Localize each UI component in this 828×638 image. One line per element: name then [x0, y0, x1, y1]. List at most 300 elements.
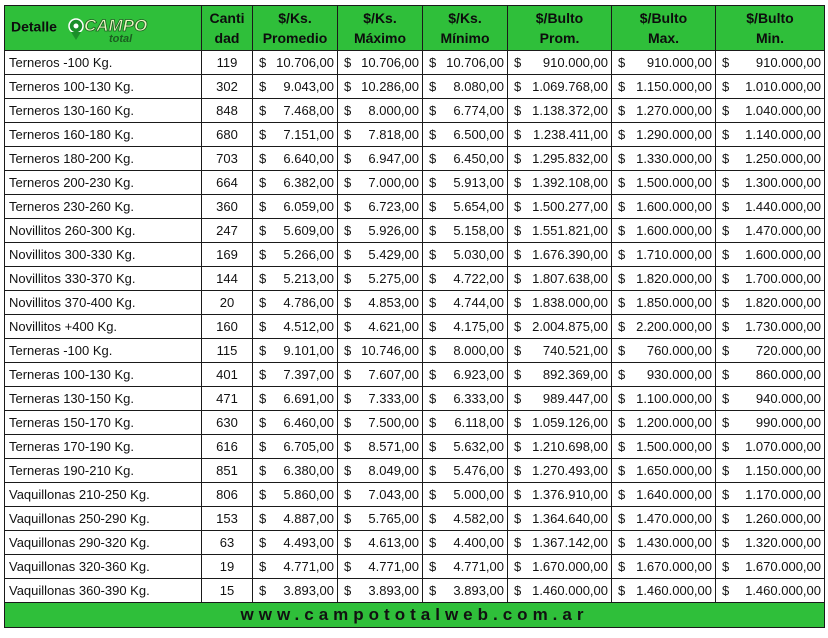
col-header-ks-minimo-line2: Mínimo: [440, 30, 490, 46]
cell-detalle: Terneras 190-210 Kg.: [5, 459, 202, 483]
col-header-bulto-minimo-line1: $/Bulto: [746, 10, 794, 26]
currency-symbol: $: [514, 415, 522, 430]
cell-ks-minimo: [423, 315, 508, 339]
cell-cantidad: 169: [202, 243, 253, 267]
amount-value: 1.040.000,00: [745, 103, 821, 118]
currency-symbol: $: [618, 535, 626, 550]
amount-value: 4.512,00: [283, 319, 334, 334]
footer-url: www.campototalweb.com.ar: [5, 603, 825, 628]
amount-value: 1.710.000,00: [636, 247, 712, 262]
cell-bulto-minimo: [716, 483, 825, 507]
col-header-cantidad: [202, 6, 253, 51]
currency-symbol: $: [618, 79, 626, 94]
currency-symbol: $: [514, 463, 522, 478]
cell-bulto-minimo: [716, 435, 825, 459]
currency-symbol: $: [259, 55, 267, 70]
cell-cantidad: 851: [202, 459, 253, 483]
currency-symbol: $: [344, 319, 352, 334]
amount-value: 6.059,00: [283, 199, 334, 214]
amount-value: 6.333,00: [453, 391, 504, 406]
cell-bulto-promedio: [508, 219, 612, 243]
amount-value: 910.000,00: [755, 55, 821, 70]
currency-symbol: $: [618, 439, 626, 454]
cell-bulto-maximo: [612, 171, 716, 195]
cell-cantidad: 848: [202, 99, 253, 123]
cell-cantidad: 703: [202, 147, 253, 171]
cell-cantidad: 144: [202, 267, 253, 291]
cell-bulto-minimo: [716, 219, 825, 243]
currency-symbol: $: [344, 103, 352, 118]
currency-symbol: $: [259, 415, 267, 430]
amount-value: 1.059.126,00: [532, 415, 608, 430]
currency-symbol: $: [618, 559, 626, 574]
table-row: [5, 339, 825, 363]
amount-value: 5.275,00: [368, 271, 419, 286]
currency-symbol: $: [514, 439, 522, 454]
cell-bulto-promedio: [508, 411, 612, 435]
cell-detalle: Vaquillonas 290-320 Kg.: [5, 531, 202, 555]
cell-detalle: Vaquillonas 250-290 Kg.: [5, 507, 202, 531]
amount-value: 2.200.000,00: [636, 319, 712, 334]
cell-ks-maximo: [338, 435, 423, 459]
cell-ks-maximo: [338, 147, 423, 171]
cell-ks-maximo: [338, 99, 423, 123]
cell-detalle: Terneras 100-130 Kg.: [5, 363, 202, 387]
amount-value: 1.140.000,00: [745, 127, 821, 142]
price-table-sheet: [4, 5, 824, 628]
cell-cantidad: 247: [202, 219, 253, 243]
amount-value: 760.000,00: [646, 343, 712, 358]
table-row: [5, 147, 825, 171]
amount-value: 1.670.000,00: [532, 559, 608, 574]
cell-ks-promedio: [253, 51, 338, 75]
currency-symbol: $: [259, 487, 267, 502]
cell-ks-maximo: [338, 315, 423, 339]
amount-value: 9.043,00: [283, 79, 334, 94]
col-header-bulto-maximo-line1: $/Bulto: [639, 10, 688, 26]
amount-value: 10.706,00: [446, 55, 504, 70]
amount-value: 7.397,00: [283, 367, 334, 382]
cell-bulto-minimo: [716, 555, 825, 579]
amount-value: 5.926,00: [368, 223, 419, 238]
currency-symbol: $: [344, 415, 352, 430]
amount-value: 8.000,00: [368, 103, 419, 118]
currency-symbol: $: [618, 319, 626, 334]
currency-symbol: $: [618, 415, 626, 430]
cell-ks-promedio: [253, 147, 338, 171]
cell-bulto-maximo: [612, 51, 716, 75]
amount-value: 4.621,00: [368, 319, 419, 334]
amount-value: 1.730.000,00: [745, 319, 821, 334]
currency-symbol: $: [722, 559, 730, 574]
col-header-ks-maximo-line1: $/Ks.: [363, 10, 397, 26]
cell-bulto-maximo: [612, 363, 716, 387]
cell-ks-maximo: [338, 411, 423, 435]
cell-bulto-promedio: [508, 387, 612, 411]
currency-symbol: $: [618, 391, 626, 406]
currency-symbol: $: [344, 127, 352, 142]
currency-symbol: $: [344, 295, 352, 310]
cell-bulto-minimo: [716, 99, 825, 123]
currency-symbol: $: [429, 487, 437, 502]
currency-symbol: $: [344, 535, 352, 550]
cell-bulto-maximo: [612, 123, 716, 147]
cell-bulto-minimo: [716, 531, 825, 555]
amount-value: 1.440.000,00: [745, 199, 821, 214]
col-header-ks-promedio: [253, 6, 338, 51]
table-row: [5, 195, 825, 219]
table-row: [5, 435, 825, 459]
table-row: [5, 555, 825, 579]
cell-ks-maximo: [338, 243, 423, 267]
cell-cantidad: 115: [202, 339, 253, 363]
currency-symbol: $: [722, 79, 730, 94]
amount-value: 5.632,00: [453, 439, 504, 454]
cell-cantidad: 360: [202, 195, 253, 219]
cell-bulto-minimo: [716, 339, 825, 363]
cell-detalle: Terneros 130-160 Kg.: [5, 99, 202, 123]
currency-symbol: $: [344, 175, 352, 190]
cell-bulto-minimo: [716, 411, 825, 435]
currency-symbol: $: [344, 487, 352, 502]
cell-ks-promedio: [253, 579, 338, 603]
amount-value: 5.158,00: [453, 223, 504, 238]
currency-symbol: $: [514, 295, 522, 310]
cell-detalle: Terneros -100 Kg.: [5, 51, 202, 75]
cell-detalle: Terneros 180-200 Kg.: [5, 147, 202, 171]
amount-value: 5.476,00: [453, 463, 504, 478]
cell-bulto-promedio: [508, 555, 612, 579]
amount-value: 1.069.768,00: [532, 79, 608, 94]
amount-value: 6.923,00: [453, 367, 504, 382]
cell-cantidad: 119: [202, 51, 253, 75]
amount-value: 4.771,00: [453, 559, 504, 574]
col-header-ks-maximo-line2: Máximo: [353, 30, 407, 46]
col-header-cantidad-line2: dad: [214, 30, 240, 46]
amount-value: 4.175,00: [453, 319, 504, 334]
amount-value: 3.893,00: [453, 583, 504, 598]
amount-value: 4.771,00: [283, 559, 334, 574]
amount-value: 1.838.000,00: [532, 295, 608, 310]
amount-value: 1.270.000,00: [636, 103, 712, 118]
currency-symbol: $: [344, 559, 352, 574]
cell-bulto-promedio: [508, 123, 612, 147]
amount-value: 1.270.493,00: [532, 463, 608, 478]
amount-value: 5.213,00: [283, 271, 334, 286]
cell-ks-maximo: [338, 507, 423, 531]
amount-value: 6.460,00: [283, 415, 334, 430]
cell-ks-maximo: [338, 459, 423, 483]
cell-detalle: Novillitos 330-370 Kg.: [5, 267, 202, 291]
cell-ks-promedio: [253, 339, 338, 363]
currency-symbol: $: [514, 79, 522, 94]
currency-symbol: $: [722, 463, 730, 478]
currency-symbol: $: [722, 223, 730, 238]
cell-bulto-promedio: [508, 507, 612, 531]
currency-symbol: $: [429, 511, 437, 526]
cell-cantidad: 302: [202, 75, 253, 99]
currency-symbol: $: [259, 319, 267, 334]
amount-value: 1.600.000,00: [636, 199, 712, 214]
cell-bulto-promedio: [508, 267, 612, 291]
cell-ks-minimo: [423, 243, 508, 267]
currency-symbol: $: [618, 55, 626, 70]
col-header-ks-minimo-line1: $/Ks.: [448, 10, 482, 26]
cell-bulto-maximo: [612, 459, 716, 483]
cell-ks-minimo: [423, 291, 508, 315]
cell-detalle: Terneras 130-150 Kg.: [5, 387, 202, 411]
currency-symbol: $: [259, 583, 267, 598]
cell-ks-promedio: [253, 435, 338, 459]
cell-ks-minimo: [423, 171, 508, 195]
currency-symbol: $: [259, 511, 267, 526]
amount-value: 720.000,00: [755, 343, 821, 358]
cell-detalle: Vaquillonas 210-250 Kg.: [5, 483, 202, 507]
col-header-ks-promedio-line2: Promedio: [262, 30, 328, 46]
currency-symbol: $: [722, 535, 730, 550]
cell-bulto-maximo: [612, 507, 716, 531]
currency-symbol: $: [722, 583, 730, 598]
currency-symbol: $: [259, 535, 267, 550]
cell-bulto-maximo: [612, 219, 716, 243]
currency-symbol: $: [722, 271, 730, 286]
amount-value: 5.429,00: [368, 247, 419, 262]
currency-symbol: $: [344, 511, 352, 526]
amount-value: 1.430.000,00: [636, 535, 712, 550]
table-row: [5, 267, 825, 291]
amount-value: 10.286,00: [361, 79, 419, 94]
amount-value: 1.460.000,00: [745, 583, 821, 598]
cell-bulto-minimo: [716, 195, 825, 219]
amount-value: 8.000,00: [453, 343, 504, 358]
currency-symbol: $: [618, 151, 626, 166]
amount-value: 1.367.142,00: [532, 535, 608, 550]
currency-symbol: $: [259, 559, 267, 574]
currency-symbol: $: [514, 151, 522, 166]
table-row: [5, 51, 825, 75]
table-row: [5, 315, 825, 339]
amount-value: 1.676.390,00: [532, 247, 608, 262]
cell-ks-promedio: [253, 171, 338, 195]
cell-ks-minimo: [423, 123, 508, 147]
cell-ks-promedio: [253, 459, 338, 483]
col-header-bulto-minimo: [716, 6, 825, 51]
cell-bulto-maximo: [612, 243, 716, 267]
currency-symbol: $: [618, 487, 626, 502]
cell-ks-minimo: [423, 483, 508, 507]
amount-value: 1.100.000,00: [636, 391, 712, 406]
amount-value: 5.609,00: [283, 223, 334, 238]
table-row: [5, 123, 825, 147]
amount-value: 6.723,00: [368, 199, 419, 214]
cell-ks-promedio: [253, 291, 338, 315]
cell-bulto-maximo: [612, 267, 716, 291]
currency-symbol: $: [514, 343, 522, 358]
cell-detalle: Vaquillonas 320-360 Kg.: [5, 555, 202, 579]
cell-ks-promedio: [253, 555, 338, 579]
cell-detalle: Terneras -100 Kg.: [5, 339, 202, 363]
currency-symbol: $: [429, 55, 437, 70]
cell-ks-promedio: [253, 531, 338, 555]
currency-symbol: $: [722, 295, 730, 310]
amount-value: 1.551.821,00: [532, 223, 608, 238]
currency-symbol: $: [722, 439, 730, 454]
cell-bulto-promedio: [508, 579, 612, 603]
amount-value: 1.238.411,00: [533, 127, 608, 142]
currency-symbol: $: [722, 391, 730, 406]
currency-symbol: $: [429, 463, 437, 478]
currency-symbol: $: [344, 151, 352, 166]
cell-ks-minimo: [423, 459, 508, 483]
cell-bulto-promedio: [508, 147, 612, 171]
cell-cantidad: 630: [202, 411, 253, 435]
currency-symbol: $: [722, 103, 730, 118]
currency-symbol: $: [618, 271, 626, 286]
cell-ks-minimo: [423, 435, 508, 459]
currency-symbol: $: [344, 367, 352, 382]
currency-symbol: $: [429, 439, 437, 454]
amount-value: 4.613,00: [368, 535, 419, 550]
currency-symbol: $: [514, 271, 522, 286]
currency-symbol: $: [514, 319, 522, 334]
cell-bulto-maximo: [612, 411, 716, 435]
amount-value: 6.947,00: [368, 151, 419, 166]
currency-symbol: $: [259, 295, 267, 310]
amount-value: 4.722,00: [453, 271, 504, 286]
cell-bulto-maximo: [612, 387, 716, 411]
amount-value: 6.380,00: [283, 463, 334, 478]
currency-symbol: $: [618, 223, 626, 238]
cell-ks-minimo: [423, 531, 508, 555]
cell-ks-promedio: [253, 411, 338, 435]
cell-ks-promedio: [253, 315, 338, 339]
amount-value: 1.320.000,00: [745, 535, 821, 550]
amount-value: 1.820.000,00: [636, 271, 712, 286]
amount-value: 910.000,00: [542, 55, 608, 70]
table-row: [5, 411, 825, 435]
amount-value: 1.500.277,00: [532, 199, 608, 214]
amount-value: 1.670.000,00: [636, 559, 712, 574]
currency-symbol: $: [259, 439, 267, 454]
cell-ks-minimo: [423, 51, 508, 75]
table-row: [5, 291, 825, 315]
amount-value: 8.080,00: [453, 79, 504, 94]
currency-symbol: $: [344, 79, 352, 94]
currency-symbol: $: [344, 583, 352, 598]
amount-value: 740.521,00: [542, 343, 608, 358]
cell-bulto-maximo: [612, 75, 716, 99]
cell-detalle: Novillitos 260-300 Kg.: [5, 219, 202, 243]
amount-value: 7.818,00: [368, 127, 419, 142]
amount-value: 5.030,00: [453, 247, 504, 262]
amount-value: 4.887,00: [283, 511, 334, 526]
amount-value: 910.000,00: [646, 55, 712, 70]
table-row: [5, 531, 825, 555]
currency-symbol: $: [514, 511, 522, 526]
cell-ks-maximo: [338, 387, 423, 411]
cell-bulto-maximo: [612, 315, 716, 339]
cell-bulto-promedio: [508, 339, 612, 363]
cell-bulto-promedio: [508, 75, 612, 99]
col-header-ks-maximo: [338, 6, 423, 51]
currency-symbol: $: [429, 223, 437, 238]
amount-value: 860.000,00: [755, 367, 821, 382]
cell-ks-promedio: [253, 75, 338, 99]
amount-value: 1.150.000,00: [745, 463, 821, 478]
amount-value: 1.470.000,00: [636, 511, 712, 526]
amount-value: 3.893,00: [283, 583, 334, 598]
cell-ks-minimo: [423, 579, 508, 603]
col-header-ks-promedio-line1: $/Ks.: [278, 10, 312, 26]
table-row: [5, 99, 825, 123]
col-header-bulto-promedio: [508, 6, 612, 51]
cell-bulto-maximo: [612, 555, 716, 579]
amount-value: 5.860,00: [283, 487, 334, 502]
currency-symbol: $: [722, 199, 730, 214]
amount-value: 1.138.372,00: [532, 103, 608, 118]
cell-cantidad: 63: [202, 531, 253, 555]
currency-symbol: $: [429, 103, 437, 118]
amount-value: 1.260.000,00: [745, 511, 821, 526]
cell-cantidad: 806: [202, 483, 253, 507]
table-row: [5, 75, 825, 99]
cell-bulto-minimo: [716, 123, 825, 147]
cell-ks-minimo: [423, 387, 508, 411]
amount-value: 1.300.000,00: [745, 175, 821, 190]
amount-value: 3.893,00: [368, 583, 419, 598]
cell-bulto-maximo: [612, 579, 716, 603]
amount-value: 4.771,00: [368, 559, 419, 574]
currency-symbol: $: [722, 247, 730, 262]
amount-value: 6.691,00: [283, 391, 334, 406]
currency-symbol: $: [618, 511, 626, 526]
amount-value: 5.266,00: [283, 247, 334, 262]
currency-symbol: $: [618, 463, 626, 478]
currency-symbol: $: [259, 199, 267, 214]
cell-detalle: Novillitos +400 Kg.: [5, 315, 202, 339]
amount-value: 1.250.000,00: [745, 151, 821, 166]
amount-value: 10.746,00: [361, 343, 419, 358]
cell-ks-maximo: [338, 363, 423, 387]
cell-cantidad: 401: [202, 363, 253, 387]
currency-symbol: $: [514, 103, 522, 118]
table-row: [5, 219, 825, 243]
currency-symbol: $: [722, 175, 730, 190]
currency-symbol: $: [514, 535, 522, 550]
amount-value: 1.850.000,00: [636, 295, 712, 310]
currency-symbol: $: [259, 247, 267, 262]
cell-ks-promedio: [253, 99, 338, 123]
table-row: [5, 243, 825, 267]
currency-symbol: $: [722, 367, 730, 382]
cell-cantidad: 20: [202, 291, 253, 315]
cell-ks-promedio: [253, 195, 338, 219]
table-footer: [5, 603, 825, 628]
cell-ks-minimo: [423, 363, 508, 387]
logo-text: CAMPO: [83, 16, 148, 35]
amount-value: 990.000,00: [755, 415, 821, 430]
currency-symbol: $: [259, 463, 267, 478]
cell-bulto-promedio: [508, 99, 612, 123]
amount-value: 1.600.000,00: [636, 223, 712, 238]
col-header-bulto-minimo-line2: Min.: [756, 30, 784, 46]
cell-ks-maximo: [338, 51, 423, 75]
amount-value: 1.070.000,00: [745, 439, 821, 454]
currency-symbol: $: [514, 487, 522, 502]
amount-value: 1.650.000,00: [636, 463, 712, 478]
currency-symbol: $: [514, 175, 522, 190]
amount-value: 7.607,00: [368, 367, 419, 382]
